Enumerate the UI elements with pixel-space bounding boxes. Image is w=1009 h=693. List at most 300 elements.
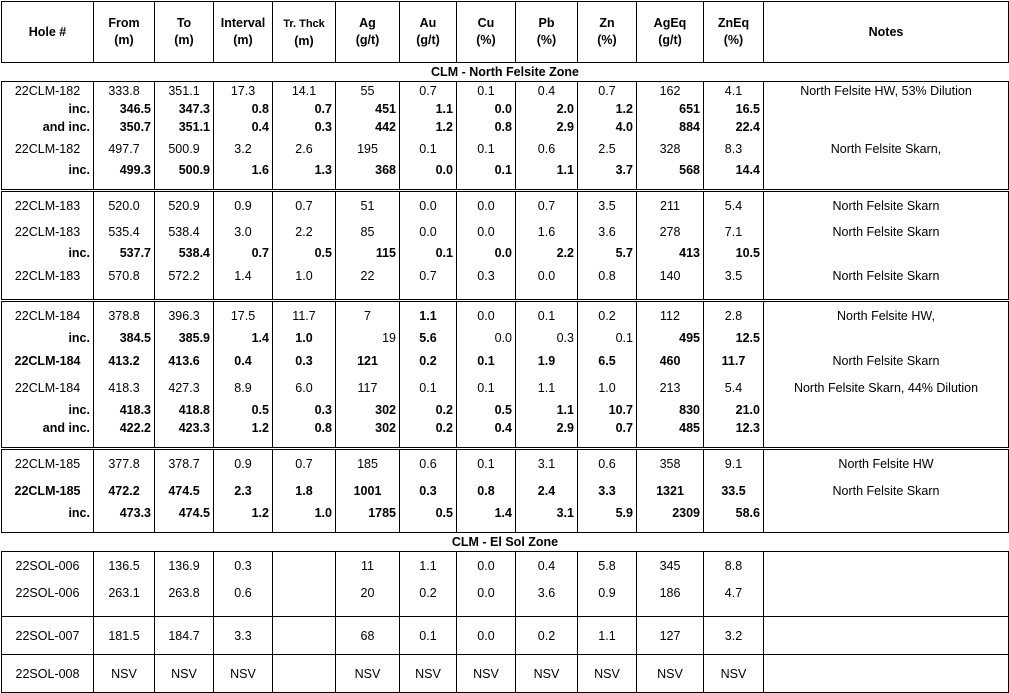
spacer-cell [214, 179, 273, 191]
value-cell: 0.7 [516, 191, 578, 220]
hole-group [2, 449, 1009, 533]
value-cell: 0.1 [400, 136, 457, 161]
value-cell: 263.8 [155, 579, 214, 606]
value-cell: 4.1 [704, 82, 764, 101]
value-cell: 0.1 [400, 244, 457, 262]
value-cell: 8.8 [704, 552, 764, 580]
notes-cell [764, 655, 1009, 693]
value-cell: 10.7 [578, 401, 637, 419]
notes-cell: North Felsite HW, 53% Dilution [764, 82, 1009, 101]
value-cell: 442 [336, 118, 400, 136]
spacer-cell [94, 606, 155, 617]
spacer-cell [336, 437, 400, 449]
hole-id-cell: 22CLM-183 [2, 191, 94, 220]
table-row [2, 301, 1009, 330]
spacer-cell [457, 606, 516, 617]
hole-id-cell: and inc. [2, 419, 94, 437]
value-cell: 485 [637, 419, 704, 437]
value-cell: 22 [336, 262, 400, 289]
table-row [2, 118, 1009, 136]
header-ag: Ag (g/t) [336, 2, 400, 63]
value-cell [273, 655, 336, 693]
value-cell: 0.4 [516, 82, 578, 101]
value-cell: 0.0 [457, 100, 516, 118]
notes-cell: North Felsite Skarn [764, 477, 1009, 504]
value-cell: 413.6 [155, 347, 214, 374]
zone-section [2, 533, 1009, 552]
value-cell: 328 [637, 136, 704, 161]
header-from: From (m) [94, 2, 155, 63]
value-cell: 302 [336, 419, 400, 437]
value-cell: 117 [336, 374, 400, 401]
value-cell: 1.1 [400, 100, 457, 118]
hole-id-cell: 22CLM-182 [2, 136, 94, 161]
value-cell: 0.1 [516, 301, 578, 330]
notes-cell [764, 161, 1009, 179]
value-cell: 2.9 [516, 118, 578, 136]
value-cell: 651 [637, 100, 704, 118]
value-cell: 384.5 [94, 329, 155, 347]
spacer-cell [214, 289, 273, 301]
value-cell: 0.2 [400, 401, 457, 419]
value-cell: 11.7 [273, 301, 336, 330]
spacer-cell [516, 522, 578, 533]
hole-id-cell: and inc. [2, 118, 94, 136]
value-cell: 413 [637, 244, 704, 262]
value-cell: 538.4 [155, 219, 214, 244]
value-cell: 396.3 [155, 301, 214, 330]
notes-cell: North Felsite Skarn [764, 347, 1009, 374]
value-cell: 0.1 [400, 374, 457, 401]
hole-id-cell: 22SOL-006 [2, 552, 94, 580]
table-row [2, 617, 1009, 655]
value-cell [273, 579, 336, 606]
spacer-cell [457, 179, 516, 191]
spacer-cell [764, 606, 1009, 617]
spacer-cell [516, 606, 578, 617]
value-cell: 570.8 [94, 262, 155, 289]
spacer-cell [94, 522, 155, 533]
spacer-cell [155, 289, 214, 301]
value-cell: 350.7 [94, 118, 155, 136]
spacer-cell [336, 522, 400, 533]
value-cell: 418.3 [94, 401, 155, 419]
notes-cell [764, 552, 1009, 580]
value-cell: 1.4 [214, 329, 273, 347]
value-cell: 378.7 [155, 449, 214, 478]
value-cell: 115 [336, 244, 400, 262]
value-cell: 5.8 [578, 552, 637, 580]
value-cell: 140 [637, 262, 704, 289]
value-cell: 535.4 [94, 219, 155, 244]
value-cell: 112 [637, 301, 704, 330]
value-cell: 0.0 [400, 161, 457, 179]
value-cell: 500.9 [155, 161, 214, 179]
value-cell: 162 [637, 82, 704, 101]
notes-cell [764, 617, 1009, 655]
value-cell: 538.4 [155, 244, 214, 262]
value-cell: 213 [637, 374, 704, 401]
spacer-cell [516, 179, 578, 191]
value-cell: NSV [336, 655, 400, 693]
spacer-row [2, 606, 1009, 617]
zone-title: CLM - North Felsite Zone [2, 63, 1009, 82]
value-cell: 0.2 [400, 579, 457, 606]
hole-id-cell: inc. [2, 161, 94, 179]
header-ageq: AgEq (g/t) [637, 2, 704, 63]
value-cell: 0.3 [273, 347, 336, 374]
notes-cell [764, 504, 1009, 522]
value-cell: 2.8 [704, 301, 764, 330]
value-cell: 5.9 [578, 504, 637, 522]
spacer-cell [764, 437, 1009, 449]
hole-id-cell: inc. [2, 329, 94, 347]
table-row [2, 262, 1009, 289]
value-cell: 195 [336, 136, 400, 161]
value-cell: 3.5 [578, 191, 637, 220]
value-cell: 1.6 [214, 161, 273, 179]
header-notes: Notes [764, 2, 1009, 63]
spacer-cell [155, 437, 214, 449]
header-au: Au (g/t) [400, 2, 457, 63]
value-cell: 1785 [336, 504, 400, 522]
value-cell: 55 [336, 82, 400, 101]
spacer-cell [155, 522, 214, 533]
notes-cell: North Felsite HW [764, 449, 1009, 478]
hole-group [2, 301, 1009, 449]
spacer-cell [516, 289, 578, 301]
value-cell: 0.3 [457, 262, 516, 289]
value-cell: 830 [637, 401, 704, 419]
value-cell: 8.3 [704, 136, 764, 161]
value-cell: 0.8 [578, 262, 637, 289]
value-cell: 0.5 [400, 504, 457, 522]
value-cell: 1.1 [578, 617, 637, 655]
value-cell: 85 [336, 219, 400, 244]
value-cell: 413.2 [94, 347, 155, 374]
spacer-cell [273, 606, 336, 617]
value-cell: 16.5 [704, 100, 764, 118]
spacer-cell [578, 289, 637, 301]
value-cell: 0.5 [214, 401, 273, 419]
value-cell: 572.2 [155, 262, 214, 289]
spacer-cell [637, 437, 704, 449]
value-cell: 474.5 [155, 504, 214, 522]
spacer-cell [155, 179, 214, 191]
spacer-cell [637, 522, 704, 533]
value-cell: 11.7 [704, 347, 764, 374]
value-cell: 0.9 [578, 579, 637, 606]
value-cell: 0.4 [214, 118, 273, 136]
table-row [2, 329, 1009, 347]
value-cell: 3.2 [214, 136, 273, 161]
value-cell: 186 [637, 579, 704, 606]
spacer-cell [214, 437, 273, 449]
value-cell: 568 [637, 161, 704, 179]
value-cell: NSV [704, 655, 764, 693]
spacer-cell [637, 289, 704, 301]
value-cell: 1001 [336, 477, 400, 504]
notes-cell [764, 100, 1009, 118]
hole-group [2, 191, 1009, 301]
value-cell: 0.5 [273, 244, 336, 262]
value-cell: 0.0 [457, 552, 516, 580]
value-cell: 1.4 [457, 504, 516, 522]
value-cell: 58.6 [704, 504, 764, 522]
spacer-row [2, 289, 1009, 301]
table-row [2, 161, 1009, 179]
value-cell: 2.6 [273, 136, 336, 161]
value-cell: 0.8 [457, 118, 516, 136]
value-cell: 10.5 [704, 244, 764, 262]
hole-id-cell: 22CLM-182 [2, 82, 94, 101]
notes-cell [764, 579, 1009, 606]
notes-cell [764, 401, 1009, 419]
value-cell: NSV [516, 655, 578, 693]
value-cell: 377.8 [94, 449, 155, 478]
table-row [2, 655, 1009, 693]
value-cell: 1.1 [516, 374, 578, 401]
notes-cell: North Felsite Skarn [764, 191, 1009, 220]
value-cell: NSV [214, 655, 273, 693]
hole-id-cell: 22CLM-184 [2, 374, 94, 401]
zone-header-row [2, 63, 1009, 82]
value-cell: 51 [336, 191, 400, 220]
hole-id-cell: inc. [2, 100, 94, 118]
spacer-cell [764, 289, 1009, 301]
notes-cell [764, 419, 1009, 437]
value-cell: 378.8 [94, 301, 155, 330]
value-cell: 184.7 [155, 617, 214, 655]
spacer-cell [516, 437, 578, 449]
table-row [2, 449, 1009, 478]
spacer-cell [578, 522, 637, 533]
value-cell: 473.3 [94, 504, 155, 522]
header-zn: Zn (%) [578, 2, 637, 63]
value-cell: 500.9 [155, 136, 214, 161]
value-cell: 302 [336, 401, 400, 419]
value-cell: 1.2 [400, 118, 457, 136]
value-cell: 451 [336, 100, 400, 118]
value-cell: 3.5 [704, 262, 764, 289]
table-row [2, 82, 1009, 101]
spacer-cell [637, 179, 704, 191]
value-cell: 2.0 [516, 100, 578, 118]
spacer-cell [704, 289, 764, 301]
value-cell: 0.6 [578, 449, 637, 478]
zone-title: CLM - El Sol Zone [2, 533, 1009, 552]
value-cell: 0.3 [273, 401, 336, 419]
value-cell: 0.7 [214, 244, 273, 262]
value-cell: 3.6 [578, 219, 637, 244]
spacer-cell [94, 289, 155, 301]
value-cell: 1.2 [214, 419, 273, 437]
hole-id-cell: 22SOL-006 [2, 579, 94, 606]
value-cell: 1.8 [273, 477, 336, 504]
value-cell: 0.0 [457, 617, 516, 655]
table-row [2, 191, 1009, 220]
value-cell: 6.0 [273, 374, 336, 401]
value-cell: 1.1 [516, 401, 578, 419]
value-cell: 1.3 [273, 161, 336, 179]
hole-id-cell: inc. [2, 504, 94, 522]
value-cell: 427.3 [155, 374, 214, 401]
value-cell: 418.3 [94, 374, 155, 401]
value-cell: 0.1 [578, 329, 637, 347]
value-cell: 4.7 [704, 579, 764, 606]
spacer-cell [336, 606, 400, 617]
value-cell: 368 [336, 161, 400, 179]
table-row [2, 347, 1009, 374]
notes-cell: North Felsite Skarn [764, 262, 1009, 289]
notes-cell [764, 118, 1009, 136]
value-cell: 1.2 [578, 100, 637, 118]
value-cell: 1.1 [400, 552, 457, 580]
value-cell: 0.8 [273, 419, 336, 437]
hole-id-cell: 22CLM-183 [2, 219, 94, 244]
value-cell: 121 [336, 347, 400, 374]
spacer-cell [704, 437, 764, 449]
table-row [2, 504, 1009, 522]
value-cell: 7 [336, 301, 400, 330]
hole-id-cell: 22CLM-184 [2, 301, 94, 330]
zone-header-row [2, 533, 1009, 552]
value-cell: 0.6 [400, 449, 457, 478]
notes-cell [764, 244, 1009, 262]
value-cell: 5.4 [704, 374, 764, 401]
header-to: To (m) [155, 2, 214, 63]
hole-id-cell: inc. [2, 244, 94, 262]
spacer-cell [273, 437, 336, 449]
value-cell: 385.9 [155, 329, 214, 347]
hole-id-cell: 22CLM-184 [2, 347, 94, 374]
value-cell: 0.1 [457, 449, 516, 478]
value-cell: 0.6 [214, 579, 273, 606]
table-row [2, 244, 1009, 262]
value-cell: 2.2 [273, 219, 336, 244]
value-cell: 278 [637, 219, 704, 244]
spacer-cell [400, 522, 457, 533]
value-cell: 495 [637, 329, 704, 347]
value-cell: 460 [637, 347, 704, 374]
value-cell: 5.7 [578, 244, 637, 262]
value-cell: 19 [336, 329, 400, 347]
spacer-cell [400, 437, 457, 449]
hole-group [2, 655, 1009, 693]
value-cell: 5.4 [704, 191, 764, 220]
value-cell: 136.5 [94, 552, 155, 580]
value-cell: 472.2 [94, 477, 155, 504]
value-cell: 497.7 [94, 136, 155, 161]
hole-id-cell: 22CLM-185 [2, 477, 94, 504]
spacer-cell [637, 606, 704, 617]
notes-cell: North Felsite Skarn [764, 219, 1009, 244]
value-cell: 474.5 [155, 477, 214, 504]
value-cell: NSV [578, 655, 637, 693]
notes-cell: North Felsite HW, [764, 301, 1009, 330]
spacer-cell [704, 522, 764, 533]
value-cell: 0.4 [457, 419, 516, 437]
value-cell: 884 [637, 118, 704, 136]
spacer-cell [214, 522, 273, 533]
hole-id-cell: 22CLM-183 [2, 262, 94, 289]
spacer-row [2, 437, 1009, 449]
value-cell: 1.1 [516, 161, 578, 179]
value-cell: 0.8 [457, 477, 516, 504]
hole-group [2, 617, 1009, 655]
value-cell: 0.7 [273, 100, 336, 118]
value-cell: 22.4 [704, 118, 764, 136]
value-cell: 0.0 [400, 191, 457, 220]
value-cell: 0.1 [457, 136, 516, 161]
value-cell: 0.0 [400, 219, 457, 244]
value-cell: 7.1 [704, 219, 764, 244]
value-cell: 0.0 [457, 191, 516, 220]
value-cell: 11 [336, 552, 400, 580]
value-cell: 3.1 [516, 504, 578, 522]
header-pb: Pb (%) [516, 2, 578, 63]
hole-id-cell: 22CLM-185 [2, 449, 94, 478]
value-cell: 0.2 [578, 301, 637, 330]
header-true-thickness: Tr. Thck (m) [273, 2, 336, 63]
header-row [2, 2, 1009, 63]
value-cell: 0.7 [273, 449, 336, 478]
value-cell: 21.0 [704, 401, 764, 419]
spacer-row [2, 522, 1009, 533]
value-cell: 0.3 [214, 552, 273, 580]
value-cell: NSV [94, 655, 155, 693]
hole-id-cell: inc. [2, 401, 94, 419]
value-cell: 0.2 [400, 347, 457, 374]
value-cell: 2.3 [214, 477, 273, 504]
value-cell: 0.9 [214, 449, 273, 478]
header-interval: Interval (m) [214, 2, 273, 63]
value-cell: NSV [457, 655, 516, 693]
value-cell: 0.1 [457, 374, 516, 401]
value-cell: 2.5 [578, 136, 637, 161]
hole-group [2, 552, 1009, 617]
spacer-row [2, 179, 1009, 191]
value-cell: 358 [637, 449, 704, 478]
spacer-cell [94, 179, 155, 191]
spacer-cell [400, 606, 457, 617]
value-cell: 0.2 [400, 419, 457, 437]
value-cell: 351.1 [155, 118, 214, 136]
spacer-cell [2, 522, 94, 533]
value-cell: 0.5 [457, 401, 516, 419]
spacer-cell [578, 606, 637, 617]
value-cell: 17.3 [214, 82, 273, 101]
spacer-cell [400, 179, 457, 191]
table-row [2, 100, 1009, 118]
value-cell: 0.7 [400, 262, 457, 289]
header-cu: Cu (%) [457, 2, 516, 63]
value-cell: 181.5 [94, 617, 155, 655]
spacer-cell [336, 179, 400, 191]
table-row [2, 219, 1009, 244]
header-hole: Hole # [2, 2, 94, 63]
value-cell: 127 [637, 617, 704, 655]
value-cell: 537.7 [94, 244, 155, 262]
spacer-cell [704, 606, 764, 617]
value-cell: 1321 [637, 477, 704, 504]
value-cell: 0.1 [457, 82, 516, 101]
value-cell: 6.5 [578, 347, 637, 374]
value-cell: 0.6 [516, 136, 578, 161]
spacer-cell [578, 437, 637, 449]
value-cell: 1.1 [400, 301, 457, 330]
value-cell: 0.3 [273, 118, 336, 136]
